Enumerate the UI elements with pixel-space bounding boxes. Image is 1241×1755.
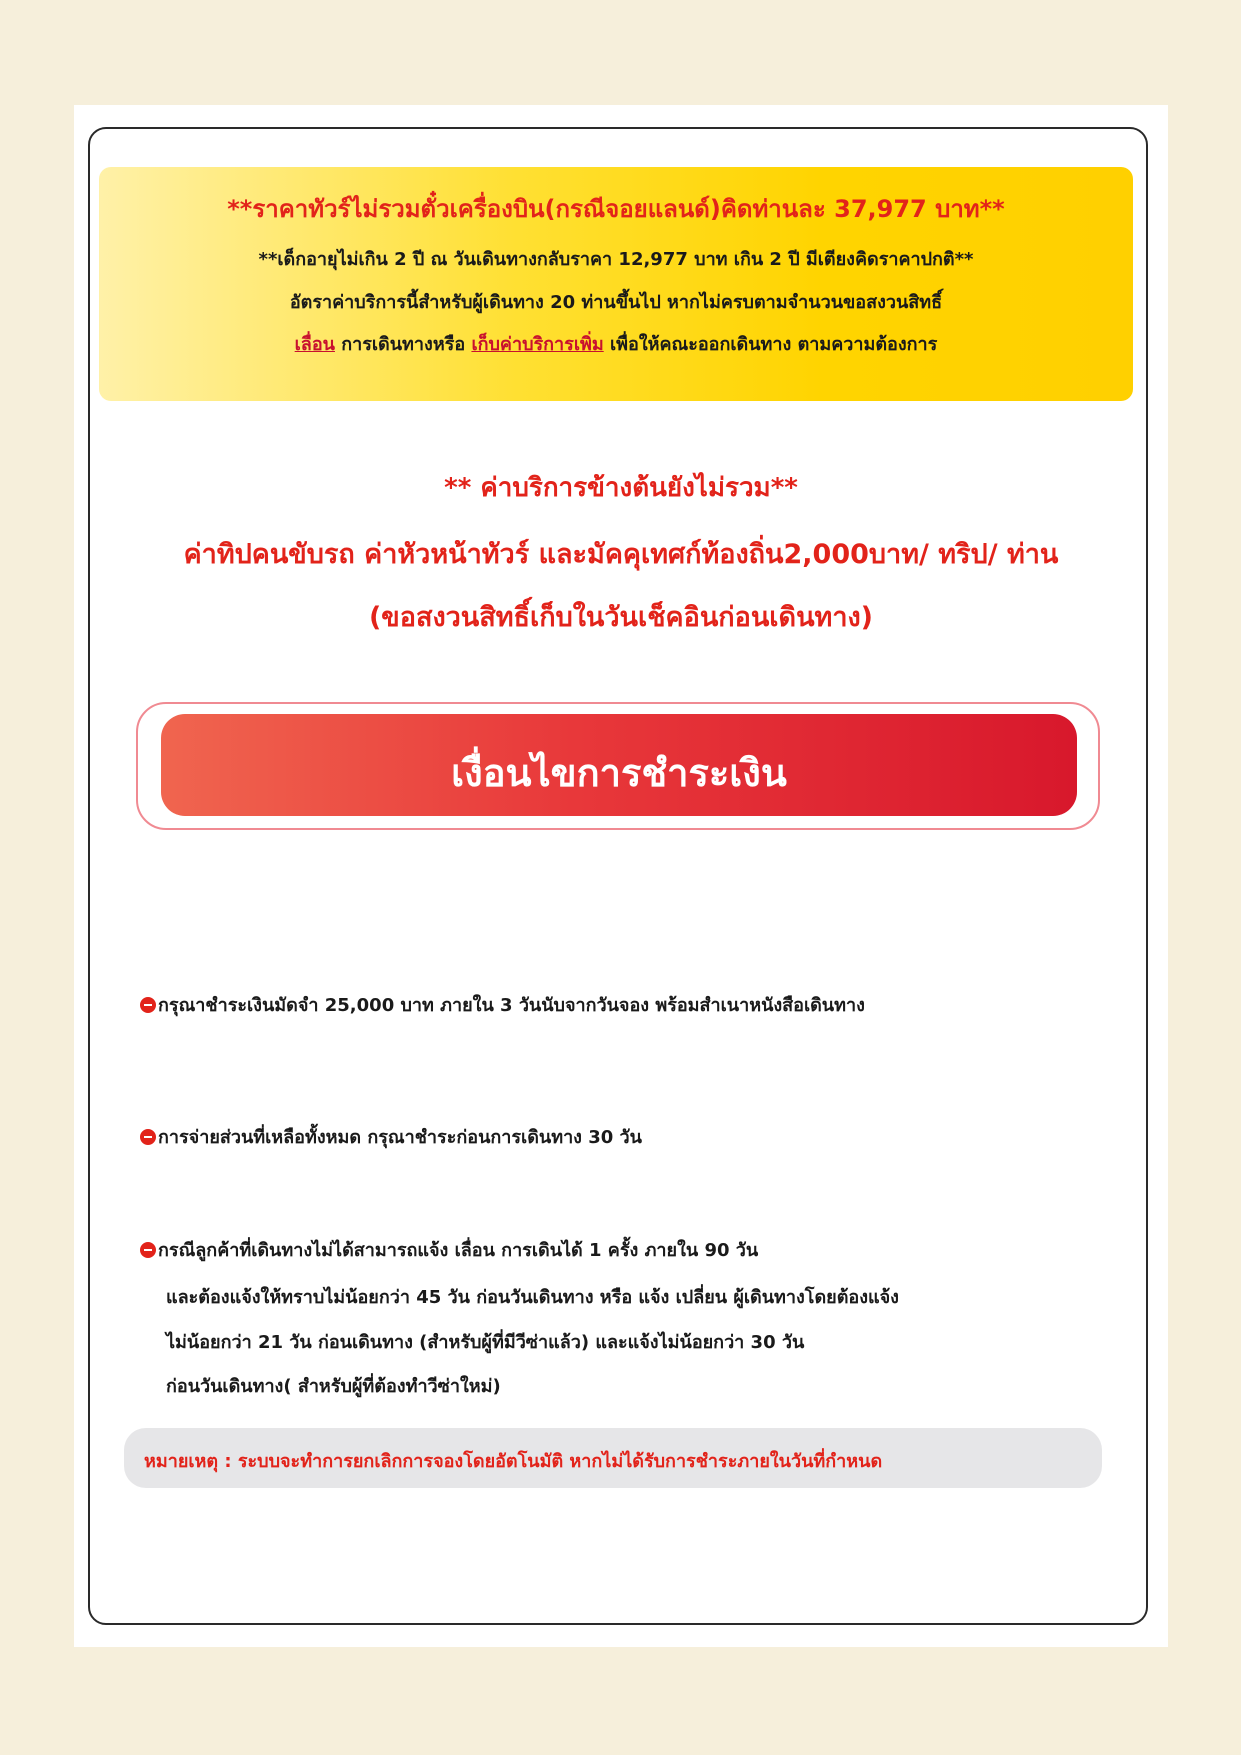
bullet-icon [140,1129,156,1145]
extra-charge-text: เก็บค่าบริการเพิ่ม [471,334,604,355]
postpone-text: เลื่อน [294,334,335,355]
excluded-heading: ** ค่าบริการข้างต้นยังไม่รวม** [444,473,798,503]
payment-item-text: กรณีลูกค้าที่เดินทางไม่ได้สามารถแจ้ง เลื่อน การเดินได้ 1 ครั้ง ภายใน 90 วัน [158,1240,759,1261]
payment-item-change-cont: และต้องแจ้งให้ทราบไม่น้อยกว่า 45 วัน ก่อนวันเดินทาง หรือ แจ้ง เปลี่ยน ผู้เดินทางโดยต้องแจ้ง [166,1287,899,1308]
payment-title: เงื่อนไขการชำระเงิน [451,751,787,795]
payment-item-deposit [140,990,865,1019]
reservation-text-2: เพื่อให้คณะออกเดินทาง ตามความต้องการ [603,334,938,355]
price-notice-box [99,167,1133,401]
reservation-text-1: การเดินทางหรือ [334,334,472,355]
excluded-note: (ขอสงวนสิทธิ์เก็บในวันเช็คอินก่อนเดินทาง) [368,602,874,633]
payment-item-change-cont: ก่อนวันเดินทาง( สำหรับผู้ที่ต้องทำวีซ่าใหม่) [166,1376,501,1397]
payment-item-change [140,1235,758,1264]
payment-item-text: กรุณาชำระเงินมัดจำ 25,000 บาท ภายใน 3 วันนับจากวันจอง พร้อมสำเนาหนังสือเดินทาง [158,995,865,1016]
price-line: **ราคาทัวร์ไม่รวมตั๋วเครื่องบิน(กรณีจอยแลนด์)คิดท่านละ 37,977 บาท** [227,195,1005,223]
document-sheet [74,105,1168,1647]
minimum-group-line: อัตราค่าบริการนี้สำหรับผู้เดินทาง 20 ท่านขึ้นไป หากไม่ครบตามจำนวนขอสงวนสิทธิ์ [289,292,943,313]
remark-text: หมายเหตุ : ระบบจะทำการยกเลิกการจองโดยอัตโนมัติ หากไม่ได้รับการชำระภายในวันที่กำหนด [144,1451,883,1472]
bullet-icon [140,997,156,1013]
bullet-icon [140,1242,156,1258]
remark-box [124,1428,1102,1488]
payment-banner [161,714,1077,816]
payment-item-change-cont: ไม่น้อยกว่า 21 วัน ก่อนเดินทาง (สำหรับผู้ที่มีวีซ่าแล้ว) และแจ้งไม่น้อยกว่า 30 วัน [166,1332,805,1353]
excluded-detail: ค่าทิปคนขับรถ ค่าหัวหน้าทัวร์ และมัคคุเทศก์ท้องถิ่น2,000บาท/ ทริป/ ท่าน [183,539,1059,570]
payment-item-balance [140,1122,642,1151]
reservation-rights-line [99,329,1133,358]
payment-item-text: การจ่ายส่วนที่เหลือทั้งหมด กรุณาชำระก่อนการเดินทาง 30 วัน [158,1127,642,1148]
child-price-line: **เด็กอายุไม่เกิน 2 ปี ณ วันเดินทางกลับราคา 12,977 บาท เกิน 2 ปี มีเตียงคิดราคาปกติ** [258,249,974,270]
